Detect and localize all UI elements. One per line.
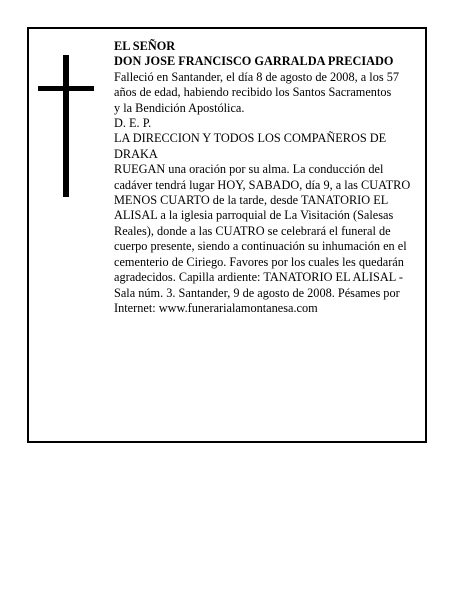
mourners-line: LA DIRECCION Y TODOS LOS COMPAÑEROS DE DRAKA xyxy=(114,131,387,161)
funeral-details: RUEGAN una oración por su alma. La conducción del cadáver tendrá lugar HOY, SABADO, día 9, a las CUATRO MENOS CUARTO de la tarde, desde TANATORIO EL ALISAL a la iglesia parroquial de La Visitación (Salesas Reales), donde a las CUATRO se celebrará el funeral de cuerpo presente, siendo a continuación su inhumación en el cementerio de Ciriego. Favores por los cuales les quedarán agradecidos. Capilla ardiente: TANATORIO EL ALISAL - Sala núm. 3. Santander, 9 de agosto de 2008. Pésames por Internet: www.funerarialamontanesa.com xyxy=(114,162,411,315)
rip-line: D. E. P. xyxy=(114,116,152,131)
deceased-name: DON JOSE FRANCISCO GARRALDA PRECIADO xyxy=(114,54,394,69)
cross-horizontal-bar xyxy=(38,86,94,91)
blessing-line: y la Bendición Apostólica. xyxy=(114,100,245,115)
obituary-text xyxy=(114,39,424,316)
death-statement: Falleció en Santander, el día 8 de agosto de 2008, a los 57 años de edad, habiendo recibido los Santos Sacramentos xyxy=(114,69,399,100)
cross-vertical-bar xyxy=(63,55,69,197)
heading-title: EL SEÑOR xyxy=(114,39,176,53)
